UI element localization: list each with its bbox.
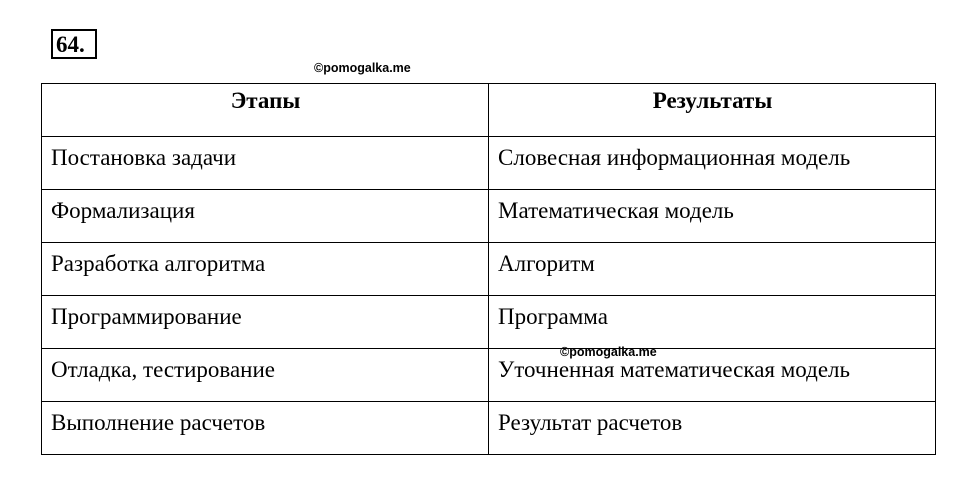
table-row bbox=[42, 349, 936, 402]
result-cell: Результат расчетов bbox=[489, 402, 936, 455]
watermark: ©pomogalka.me bbox=[560, 345, 657, 359]
column-header-results: Результаты bbox=[489, 84, 936, 137]
column-header-stages: Этапы bbox=[42, 84, 489, 137]
table-row bbox=[42, 190, 936, 243]
stage-cell: Выполнение расчетов bbox=[42, 402, 489, 455]
stages-results-table bbox=[41, 83, 936, 455]
result-cell: Программа bbox=[489, 296, 936, 349]
watermark: ©pomogalka.me bbox=[314, 61, 411, 75]
stage-cell: Отладка, тестирование bbox=[42, 349, 489, 402]
result-cell: Математическая модель bbox=[489, 190, 936, 243]
result-cell: Уточненная математическая модель bbox=[489, 349, 936, 402]
stage-cell: Постановка задачи bbox=[42, 137, 489, 190]
stage-cell: Разработка алгоритма bbox=[42, 243, 489, 296]
table-row bbox=[42, 402, 936, 455]
result-cell: Алгоритм bbox=[489, 243, 936, 296]
task-number: 64. bbox=[51, 29, 97, 59]
table-row bbox=[42, 296, 936, 349]
table-row bbox=[42, 137, 936, 190]
result-cell: Словесная информационная модель bbox=[489, 137, 936, 190]
stage-cell: Формализация bbox=[42, 190, 489, 243]
stage-cell: Программирование bbox=[42, 296, 489, 349]
table-header-row bbox=[42, 84, 936, 137]
table-row bbox=[42, 243, 936, 296]
